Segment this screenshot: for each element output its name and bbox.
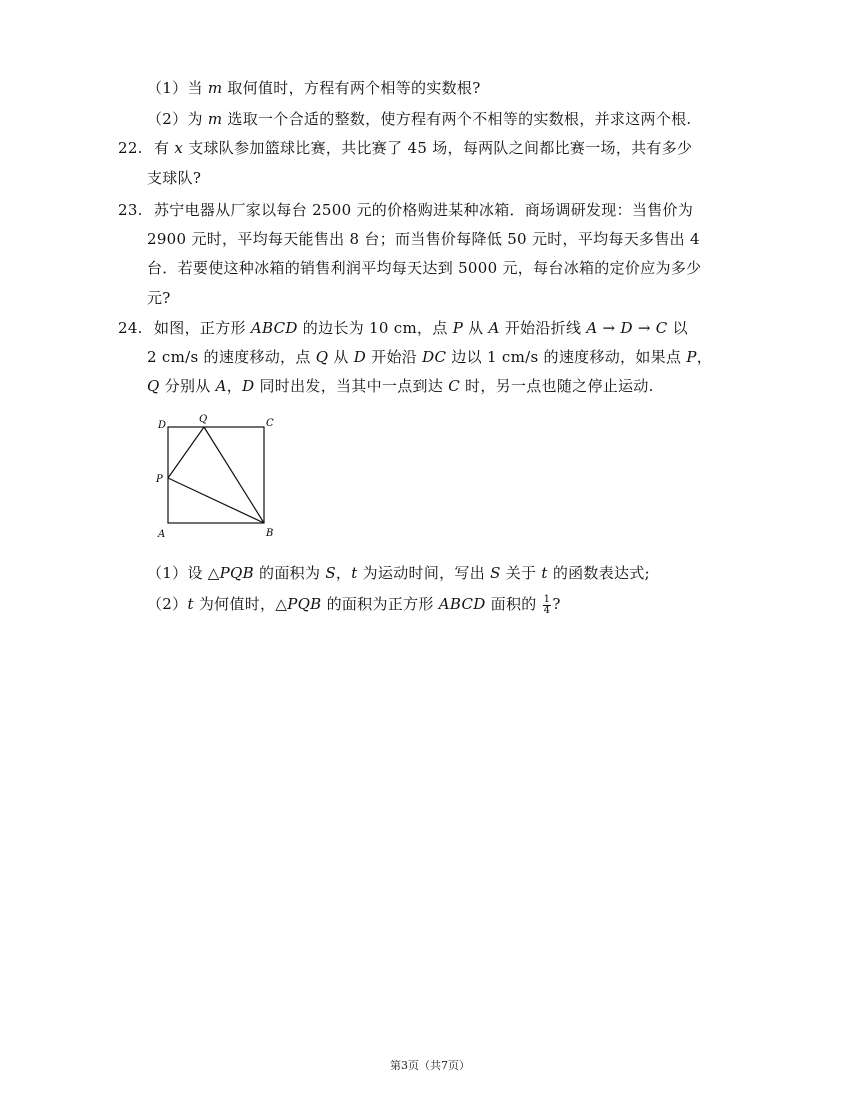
q24-part2: （2）t 为何值时，△PQB 的面积为正方形 ABCD 面积的 $\frac{1}{4}$ ?: [147, 593, 561, 616]
label-d: D: [158, 420, 167, 431]
label-q: Q: [199, 414, 208, 425]
q23-line3: 台．若要使这种冰箱的销售利润平均每天达到 5000 元，每台冰箱的定价应为多少: [147, 259, 702, 277]
segment-pq: [168, 427, 204, 478]
q24-line1: 如图，正方形 ABCD 的边长为 10 cm，点 P 从 A 开始沿折线 A → D → C 以: [154, 319, 688, 337]
label-b: B: [266, 528, 274, 539]
q24-line2: 2 cm/s 的速度移动，点 Q 从 D 开始沿 DC 边以 1 cm/s 的速度移动，如果点 P，: [147, 348, 713, 366]
square-figure: [155, 412, 285, 542]
square-abcd: [168, 427, 264, 523]
page-footer: 第3页（共7页）: [390, 1059, 470, 1072]
label-p: P: [156, 474, 163, 485]
q23-line1: 苏宁电器从厂家以每台 2500 元的价格购进某种冰箱．商场调研发现：当售价为: [154, 201, 694, 219]
q24-part1: （1）设 △PQB 的面积为 S，t 为运动时间，写出 S 关于 t 的函数表达式;: [147, 564, 650, 582]
q21-part1: （1）当 m 取何值时，方程有两个相等的实数根?: [147, 79, 481, 97]
fraction-one-quarter: $\frac{1}{4}$: [543, 593, 551, 616]
q22-line2: 支球队?: [147, 169, 202, 187]
q23-line4: 元?: [147, 289, 171, 307]
q23-number: 23.: [118, 201, 143, 219]
q24-number: 24.: [118, 319, 143, 337]
label-a: A: [158, 529, 166, 540]
q24-line3: Q 分别从 A，D 同时出发，当其中一点到达 C 时，另一点也随之停止运动.: [147, 377, 654, 395]
label-c: C: [266, 418, 274, 429]
q22-number: 22.: [118, 139, 143, 157]
q22-line1: 有 x 支球队参加篮球比赛，共比赛了 45 场，每两队之间都比赛一场，共有多少: [154, 139, 693, 157]
q21-part2: （2）为 m 选取一个合适的整数，使方程有两个不相等的实数根，并求这两个根.: [147, 110, 692, 128]
q23-line2: 2900 元时，平均每天能售出 8 台；而当售价每降低 50 元时，平均每天多售出 4: [147, 230, 700, 248]
